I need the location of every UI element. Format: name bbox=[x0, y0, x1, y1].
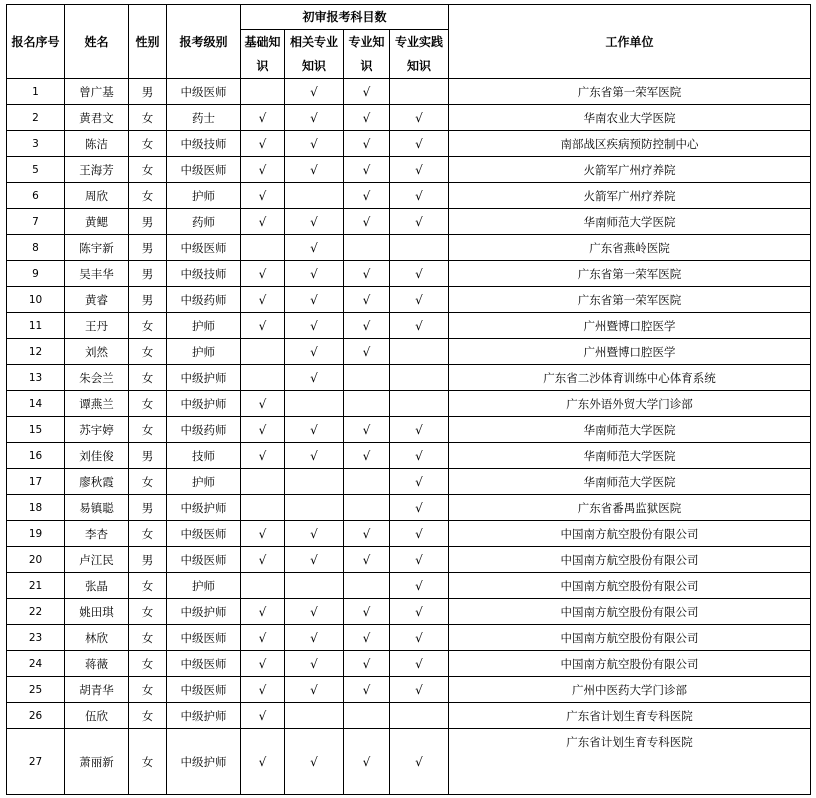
cell-seq: 3 bbox=[7, 131, 65, 157]
table-row bbox=[7, 417, 811, 443]
cell-seq: 7 bbox=[7, 209, 65, 235]
cell-practice: √ bbox=[390, 547, 449, 573]
cell-name: 刘佳俊 bbox=[65, 443, 129, 469]
cell-gender: 女 bbox=[129, 651, 167, 677]
cell-related: √ bbox=[285, 521, 344, 547]
cell-practice bbox=[390, 365, 449, 391]
cell-name: 黄鳃 bbox=[65, 209, 129, 235]
cell-gender: 男 bbox=[129, 235, 167, 261]
table-row bbox=[7, 729, 811, 795]
cell-basic bbox=[241, 573, 285, 599]
cell-unit: 广州暨博口腔医学 bbox=[449, 339, 811, 365]
cell-related bbox=[285, 469, 344, 495]
cell-level: 中级护师 bbox=[167, 703, 241, 729]
cell-level: 中级医师 bbox=[167, 79, 241, 105]
cell-basic: √ bbox=[241, 183, 285, 209]
cell-gender: 女 bbox=[129, 339, 167, 365]
cell-level: 中级技师 bbox=[167, 131, 241, 157]
cell-practice: √ bbox=[390, 313, 449, 339]
cell-prof: √ bbox=[344, 651, 390, 677]
cell-name: 萧丽新 bbox=[65, 729, 129, 795]
cell-related: √ bbox=[285, 729, 344, 795]
cell-related bbox=[285, 391, 344, 417]
cell-related: √ bbox=[285, 625, 344, 651]
cell-seq: 9 bbox=[7, 261, 65, 287]
cell-prof: √ bbox=[344, 339, 390, 365]
cell-practice: √ bbox=[390, 651, 449, 677]
cell-practice bbox=[390, 391, 449, 417]
cell-basic: √ bbox=[241, 547, 285, 573]
cell-related: √ bbox=[285, 235, 344, 261]
cell-unit: 中国南方航空股份有限公司 bbox=[449, 521, 811, 547]
cell-seq: 15 bbox=[7, 417, 65, 443]
cell-basic: √ bbox=[241, 261, 285, 287]
cell-name: 伍欣 bbox=[65, 703, 129, 729]
cell-level: 护师 bbox=[167, 339, 241, 365]
cell-basic: √ bbox=[241, 391, 285, 417]
cell-basic: √ bbox=[241, 677, 285, 703]
cell-related bbox=[285, 495, 344, 521]
cell-name: 曾广基 bbox=[65, 79, 129, 105]
table-body bbox=[7, 79, 811, 795]
cell-level: 中级医师 bbox=[167, 651, 241, 677]
cell-name: 朱会兰 bbox=[65, 365, 129, 391]
cell-name: 陈洁 bbox=[65, 131, 129, 157]
table-row bbox=[7, 547, 811, 573]
cell-prof: √ bbox=[344, 79, 390, 105]
cell-name: 吴丰华 bbox=[65, 261, 129, 287]
cell-related: √ bbox=[285, 261, 344, 287]
cell-basic: √ bbox=[241, 417, 285, 443]
header-gender: 性别 bbox=[129, 5, 167, 79]
cell-practice: √ bbox=[390, 495, 449, 521]
cell-level: 中级技师 bbox=[167, 261, 241, 287]
cell-seq: 1 bbox=[7, 79, 65, 105]
cell-level: 药士 bbox=[167, 105, 241, 131]
header-row-top bbox=[7, 5, 811, 30]
table-row bbox=[7, 443, 811, 469]
cell-prof: √ bbox=[344, 599, 390, 625]
cell-related: √ bbox=[285, 287, 344, 313]
cell-related: √ bbox=[285, 313, 344, 339]
cell-unit: 广东省二沙体育训练中心体育系统 bbox=[449, 365, 811, 391]
table-row bbox=[7, 365, 811, 391]
cell-practice: √ bbox=[390, 261, 449, 287]
cell-prof: √ bbox=[344, 313, 390, 339]
table-row bbox=[7, 625, 811, 651]
cell-related: √ bbox=[285, 651, 344, 677]
cell-unit: 华南师范大学医院 bbox=[449, 209, 811, 235]
cell-practice: √ bbox=[390, 157, 449, 183]
cell-name: 李杏 bbox=[65, 521, 129, 547]
table-row bbox=[7, 79, 811, 105]
table-row bbox=[7, 391, 811, 417]
cell-unit: 广州中医药大学门诊部 bbox=[449, 677, 811, 703]
cell-basic: √ bbox=[241, 521, 285, 547]
cell-related bbox=[285, 703, 344, 729]
cell-unit: 华南师范大学医院 bbox=[449, 469, 811, 495]
cell-seq: 10 bbox=[7, 287, 65, 313]
cell-seq: 13 bbox=[7, 365, 65, 391]
cell-gender: 男 bbox=[129, 209, 167, 235]
cell-level: 中级医师 bbox=[167, 521, 241, 547]
cell-prof: √ bbox=[344, 677, 390, 703]
table-row bbox=[7, 703, 811, 729]
cell-prof: √ bbox=[344, 105, 390, 131]
table-row bbox=[7, 287, 811, 313]
cell-name: 王海芳 bbox=[65, 157, 129, 183]
cell-related: √ bbox=[285, 79, 344, 105]
cell-related: √ bbox=[285, 365, 344, 391]
cell-name: 蒋薇 bbox=[65, 651, 129, 677]
cell-gender: 女 bbox=[129, 313, 167, 339]
cell-gender: 女 bbox=[129, 703, 167, 729]
cell-level: 中级护师 bbox=[167, 391, 241, 417]
header-level: 报考级别 bbox=[167, 5, 241, 79]
cell-level: 中级护师 bbox=[167, 495, 241, 521]
cell-unit: 华南师范大学医院 bbox=[449, 417, 811, 443]
cell-practice: √ bbox=[390, 625, 449, 651]
table-row bbox=[7, 183, 811, 209]
cell-basic: √ bbox=[241, 729, 285, 795]
cell-name: 黄睿 bbox=[65, 287, 129, 313]
cell-seq: 19 bbox=[7, 521, 65, 547]
table-row bbox=[7, 235, 811, 261]
cell-seq: 21 bbox=[7, 573, 65, 599]
cell-gender: 女 bbox=[129, 183, 167, 209]
cell-practice: √ bbox=[390, 105, 449, 131]
cell-level: 中级护师 bbox=[167, 599, 241, 625]
cell-related: √ bbox=[285, 209, 344, 235]
cell-unit: 中国南方航空股份有限公司 bbox=[449, 625, 811, 651]
cell-name: 黄君文 bbox=[65, 105, 129, 131]
cell-prof: √ bbox=[344, 209, 390, 235]
cell-basic: √ bbox=[241, 703, 285, 729]
cell-practice: √ bbox=[390, 521, 449, 547]
cell-practice: √ bbox=[390, 469, 449, 495]
table-row bbox=[7, 495, 811, 521]
cell-level: 护师 bbox=[167, 313, 241, 339]
cell-practice: √ bbox=[390, 729, 449, 795]
cell-prof: √ bbox=[344, 547, 390, 573]
cell-related: √ bbox=[285, 599, 344, 625]
table-row bbox=[7, 521, 811, 547]
cell-prof: √ bbox=[344, 287, 390, 313]
cell-related bbox=[285, 183, 344, 209]
cell-prof: √ bbox=[344, 417, 390, 443]
cell-unit: 广州暨博口腔医学 bbox=[449, 313, 811, 339]
cell-unit: 华南师范大学医院 bbox=[449, 443, 811, 469]
table-row bbox=[7, 573, 811, 599]
cell-seq: 22 bbox=[7, 599, 65, 625]
cell-unit: 火箭军广州疗养院 bbox=[449, 183, 811, 209]
cell-gender: 女 bbox=[129, 131, 167, 157]
cell-related: √ bbox=[285, 339, 344, 365]
cell-basic: √ bbox=[241, 131, 285, 157]
cell-seq: 16 bbox=[7, 443, 65, 469]
cell-unit: 广东省计划生育专科医院 bbox=[449, 729, 811, 795]
cell-gender: 女 bbox=[129, 599, 167, 625]
cell-basic: √ bbox=[241, 651, 285, 677]
cell-seq: 18 bbox=[7, 495, 65, 521]
cell-unit: 中国南方航空股份有限公司 bbox=[449, 651, 811, 677]
cell-basic bbox=[241, 235, 285, 261]
table-row bbox=[7, 599, 811, 625]
cell-prof bbox=[344, 573, 390, 599]
cell-seq: 12 bbox=[7, 339, 65, 365]
cell-practice: √ bbox=[390, 287, 449, 313]
cell-prof: √ bbox=[344, 261, 390, 287]
cell-related: √ bbox=[285, 157, 344, 183]
cell-gender: 女 bbox=[129, 677, 167, 703]
cell-name: 易镇聪 bbox=[65, 495, 129, 521]
cell-prof bbox=[344, 495, 390, 521]
header-unit: 工作单位 bbox=[449, 5, 811, 79]
cell-level: 中级医师 bbox=[167, 157, 241, 183]
cell-gender: 女 bbox=[129, 417, 167, 443]
cell-prof bbox=[344, 391, 390, 417]
cell-prof: √ bbox=[344, 521, 390, 547]
cell-gender: 女 bbox=[129, 573, 167, 599]
cell-prof: √ bbox=[344, 131, 390, 157]
table-row bbox=[7, 105, 811, 131]
table-row bbox=[7, 131, 811, 157]
table-row bbox=[7, 313, 811, 339]
cell-unit: 广东省第一荣军医院 bbox=[449, 79, 811, 105]
cell-basic bbox=[241, 469, 285, 495]
cell-unit: 广东省燕岭医院 bbox=[449, 235, 811, 261]
cell-practice: √ bbox=[390, 209, 449, 235]
cell-gender: 女 bbox=[129, 157, 167, 183]
cell-prof bbox=[344, 235, 390, 261]
cell-name: 廖秋霞 bbox=[65, 469, 129, 495]
cell-basic: √ bbox=[241, 209, 285, 235]
cell-gender: 女 bbox=[129, 365, 167, 391]
cell-gender: 男 bbox=[129, 261, 167, 287]
cell-level: 护师 bbox=[167, 469, 241, 495]
cell-practice: √ bbox=[390, 443, 449, 469]
cell-prof bbox=[344, 469, 390, 495]
cell-practice: √ bbox=[390, 183, 449, 209]
cell-unit: 中国南方航空股份有限公司 bbox=[449, 599, 811, 625]
cell-name: 卢江民 bbox=[65, 547, 129, 573]
header-subjects-group: 初审报考科目数 bbox=[241, 5, 449, 30]
cell-gender: 男 bbox=[129, 547, 167, 573]
cell-seq: 2 bbox=[7, 105, 65, 131]
cell-unit: 广东省计划生育专科医院 bbox=[449, 703, 811, 729]
cell-level: 护师 bbox=[167, 183, 241, 209]
table-row bbox=[7, 339, 811, 365]
cell-gender: 男 bbox=[129, 443, 167, 469]
header-seq: 报名序号 bbox=[7, 5, 65, 79]
cell-name: 胡青华 bbox=[65, 677, 129, 703]
cell-name: 林欣 bbox=[65, 625, 129, 651]
cell-prof: √ bbox=[344, 443, 390, 469]
header-sub-related: 相关专业知识 bbox=[285, 30, 344, 79]
cell-seq: 11 bbox=[7, 313, 65, 339]
cell-seq: 25 bbox=[7, 677, 65, 703]
cell-name: 王丹 bbox=[65, 313, 129, 339]
cell-unit: 广东省第一荣军医院 bbox=[449, 261, 811, 287]
cell-seq: 24 bbox=[7, 651, 65, 677]
cell-related bbox=[285, 573, 344, 599]
cell-basic bbox=[241, 339, 285, 365]
exam-applicant-table bbox=[6, 4, 811, 795]
cell-related: √ bbox=[285, 105, 344, 131]
cell-level: 护师 bbox=[167, 573, 241, 599]
cell-prof: √ bbox=[344, 157, 390, 183]
cell-practice: √ bbox=[390, 131, 449, 157]
table-row bbox=[7, 651, 811, 677]
cell-gender: 男 bbox=[129, 287, 167, 313]
cell-name: 苏宇婷 bbox=[65, 417, 129, 443]
cell-prof: √ bbox=[344, 183, 390, 209]
table-row bbox=[7, 209, 811, 235]
cell-unit: 广东省第一荣军医院 bbox=[449, 287, 811, 313]
cell-related: √ bbox=[285, 131, 344, 157]
cell-unit: 火箭军广州疗养院 bbox=[449, 157, 811, 183]
table-row bbox=[7, 261, 811, 287]
cell-basic: √ bbox=[241, 287, 285, 313]
header-sub-basic: 基础知识 bbox=[241, 30, 285, 79]
cell-prof bbox=[344, 703, 390, 729]
cell-basic: √ bbox=[241, 443, 285, 469]
cell-basic: √ bbox=[241, 105, 285, 131]
table-row bbox=[7, 157, 811, 183]
header-sub-practice: 专业实践知识 bbox=[390, 30, 449, 79]
cell-level: 药师 bbox=[167, 209, 241, 235]
cell-level: 中级药师 bbox=[167, 417, 241, 443]
cell-gender: 女 bbox=[129, 105, 167, 131]
cell-related: √ bbox=[285, 677, 344, 703]
cell-seq: 26 bbox=[7, 703, 65, 729]
cell-practice bbox=[390, 79, 449, 105]
cell-practice: √ bbox=[390, 573, 449, 599]
header-sub-prof: 专业知识 bbox=[344, 30, 390, 79]
cell-unit: 南部战区疾病预防控制中心 bbox=[449, 131, 811, 157]
cell-level: 中级护师 bbox=[167, 729, 241, 795]
cell-level: 中级医师 bbox=[167, 677, 241, 703]
cell-level: 中级医师 bbox=[167, 625, 241, 651]
cell-level: 中级护师 bbox=[167, 365, 241, 391]
cell-name: 谭燕兰 bbox=[65, 391, 129, 417]
cell-related: √ bbox=[285, 547, 344, 573]
cell-prof bbox=[344, 365, 390, 391]
cell-level: 中级药师 bbox=[167, 287, 241, 313]
cell-name: 姚田琪 bbox=[65, 599, 129, 625]
cell-level: 中级医师 bbox=[167, 235, 241, 261]
cell-gender: 女 bbox=[129, 625, 167, 651]
cell-basic: √ bbox=[241, 625, 285, 651]
cell-basic: √ bbox=[241, 599, 285, 625]
cell-name: 张晶 bbox=[65, 573, 129, 599]
table-row bbox=[7, 469, 811, 495]
cell-seq: 20 bbox=[7, 547, 65, 573]
cell-unit: 华南农业大学医院 bbox=[449, 105, 811, 131]
cell-unit: 中国南方航空股份有限公司 bbox=[449, 547, 811, 573]
cell-name: 刘然 bbox=[65, 339, 129, 365]
cell-seq: 8 bbox=[7, 235, 65, 261]
cell-gender: 男 bbox=[129, 495, 167, 521]
cell-related: √ bbox=[285, 443, 344, 469]
cell-seq: 17 bbox=[7, 469, 65, 495]
cell-unit: 中国南方航空股份有限公司 bbox=[449, 573, 811, 599]
cell-seq: 5 bbox=[7, 157, 65, 183]
cell-unit: 广东省番禺监狱医院 bbox=[449, 495, 811, 521]
cell-seq: 27 bbox=[7, 729, 65, 795]
table-row bbox=[7, 677, 811, 703]
cell-level: 中级医师 bbox=[167, 547, 241, 573]
cell-basic bbox=[241, 365, 285, 391]
cell-practice bbox=[390, 235, 449, 261]
cell-practice bbox=[390, 339, 449, 365]
cell-seq: 14 bbox=[7, 391, 65, 417]
cell-gender: 女 bbox=[129, 391, 167, 417]
cell-practice: √ bbox=[390, 677, 449, 703]
cell-level: 技师 bbox=[167, 443, 241, 469]
cell-unit: 广东外语外贸大学门诊部 bbox=[449, 391, 811, 417]
cell-basic: √ bbox=[241, 313, 285, 339]
cell-related: √ bbox=[285, 417, 344, 443]
cell-gender: 女 bbox=[129, 521, 167, 547]
cell-basic: √ bbox=[241, 157, 285, 183]
cell-basic bbox=[241, 79, 285, 105]
cell-seq: 6 bbox=[7, 183, 65, 209]
cell-prof: √ bbox=[344, 729, 390, 795]
cell-prof: √ bbox=[344, 625, 390, 651]
cell-gender: 女 bbox=[129, 729, 167, 795]
cell-practice: √ bbox=[390, 599, 449, 625]
cell-practice: √ bbox=[390, 417, 449, 443]
header-name: 姓名 bbox=[65, 5, 129, 79]
cell-name: 陈宇新 bbox=[65, 235, 129, 261]
cell-seq: 23 bbox=[7, 625, 65, 651]
cell-name: 周欣 bbox=[65, 183, 129, 209]
cell-gender: 男 bbox=[129, 79, 167, 105]
cell-practice bbox=[390, 703, 449, 729]
cell-gender: 女 bbox=[129, 469, 167, 495]
cell-basic bbox=[241, 495, 285, 521]
